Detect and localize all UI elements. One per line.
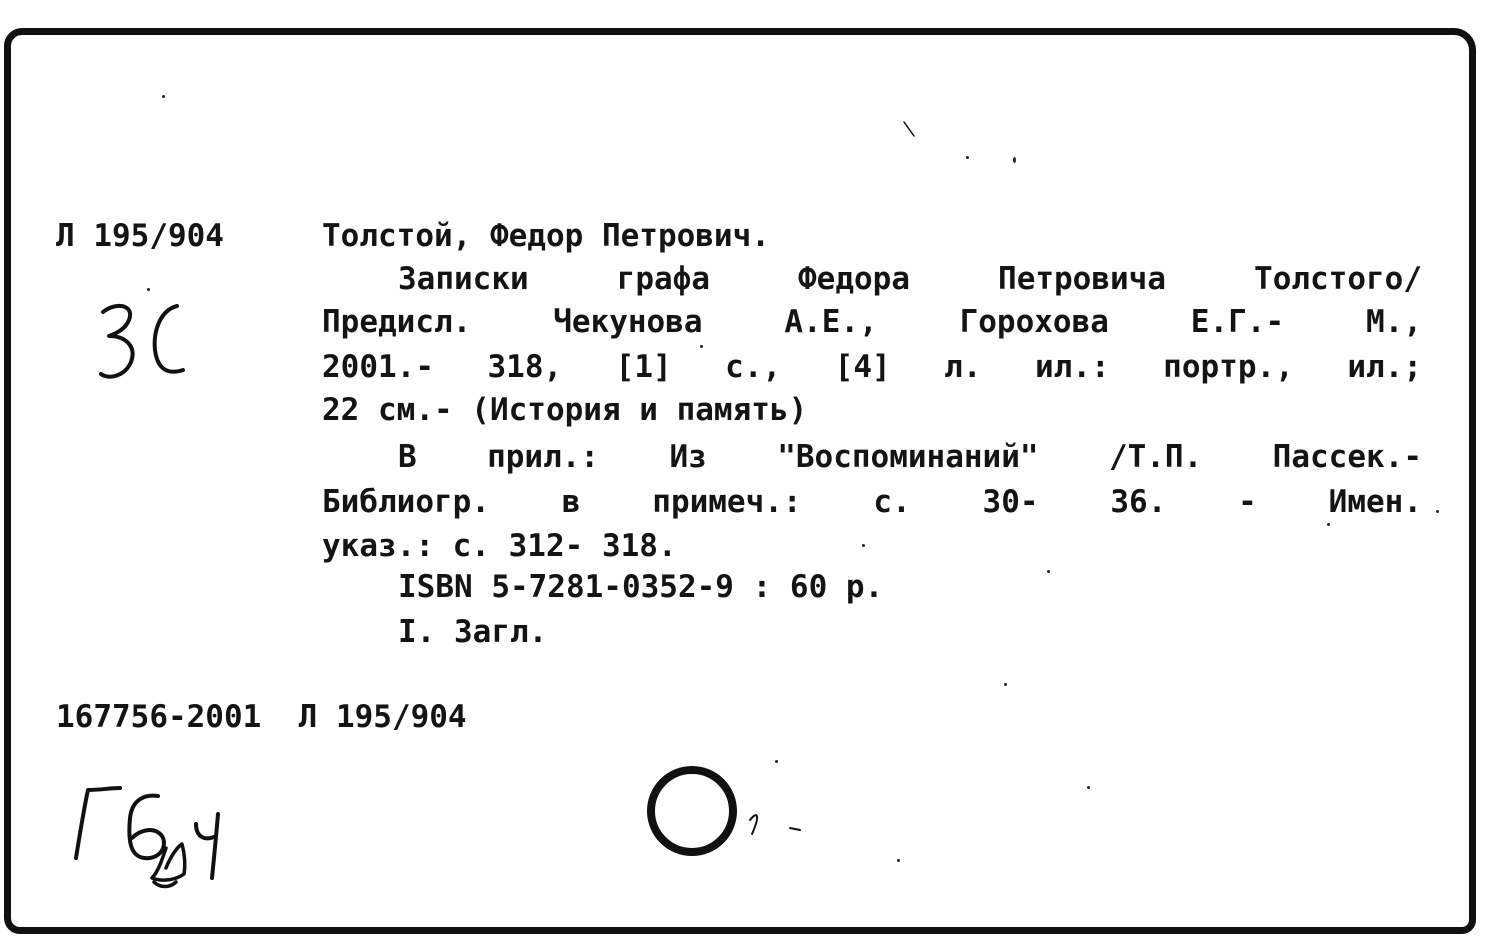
speck — [1004, 683, 1007, 686]
speck — [897, 859, 900, 862]
speck — [775, 760, 778, 763]
speck — [966, 156, 969, 159]
speck — [1047, 570, 1050, 573]
stray-mark — [900, 118, 920, 142]
notes-line-1: В прил.: Из "Воспоминаний" /Т.П. Пассек.- — [398, 439, 1422, 475]
handwritten-mark-bottom — [66, 778, 256, 890]
description-line-4: 22 см.- (История и память) — [322, 392, 808, 428]
call-number: Л 195/904 — [56, 218, 224, 254]
speck — [862, 544, 865, 547]
description-line-3: 2001.- 318, [1] с., [4] л. ил.: портр., ил.; — [322, 349, 1422, 385]
speck — [162, 95, 165, 98]
handwritten-mark-top — [95, 300, 205, 390]
isbn-line: ISBN 5-7281-0352-9 : 60 р. — [398, 569, 884, 605]
description-line-1: Записки графа Федора Петровича Толстого/ — [398, 261, 1422, 297]
speck — [1327, 523, 1330, 526]
added-entry: I. Загл. — [398, 614, 548, 650]
description-line-2: Предисл. Чекунова А.Е., Горохова Е.Г.- М., — [322, 304, 1422, 340]
notes-line-2: Библиогр. в примеч.: с. 30- 36. - Имен. — [322, 484, 1422, 520]
notes-line-3: указ.: с. 312- 318. — [322, 528, 677, 564]
author-heading: Толстой, Федор Петрович. — [322, 218, 770, 254]
speck — [700, 345, 703, 348]
speck — [147, 288, 150, 291]
speck — [1087, 786, 1090, 789]
speck — [1436, 510, 1439, 513]
accession-line: 167756-2001 Л 195/904 — [56, 699, 467, 735]
speck — [1013, 157, 1016, 163]
stamp-circle — [640, 758, 810, 868]
